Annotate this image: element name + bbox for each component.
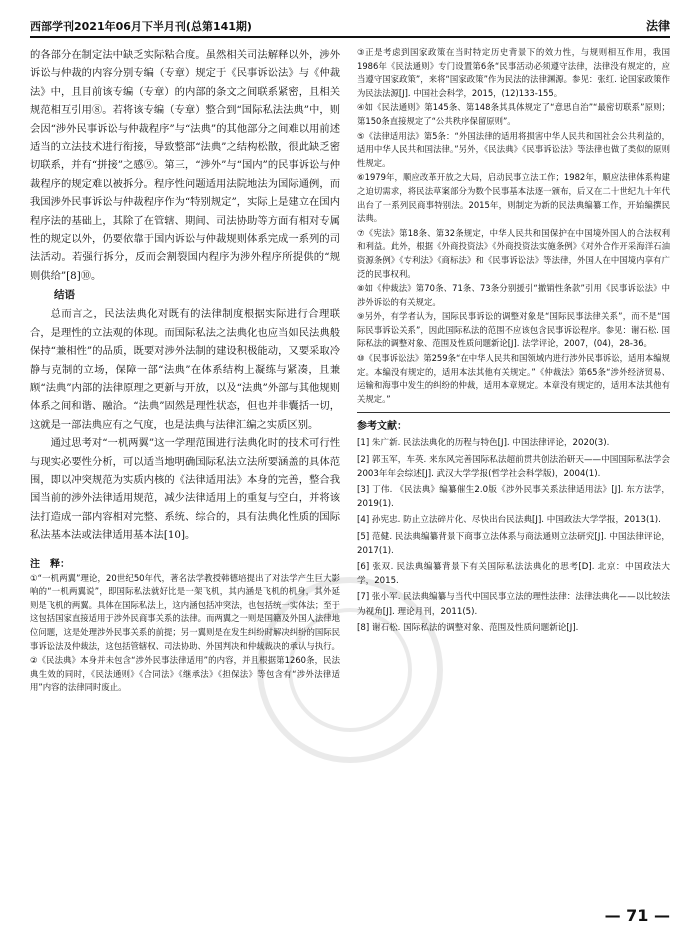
footnote: ⑨另外，有学者认为，国际民事诉讼的调整对象是“国际民事法律关系”，而不是“国际民事诉讼关系”，因此国际私法的范围不应该包含民事诉讼程序。参见：谢石松. 国际私法的调整对象、范围及性质问题新论[J]. 法学评论，2007，(04)，28-36。 bbox=[357, 311, 670, 349]
reference-item: [5] 范健. 民法典编纂背景下商事立法体系与商法通则立法研究[J]. 中国法律评论，2017(1). bbox=[357, 531, 670, 556]
footnote: ⑧如《仲裁法》第70条、71条、73条分别援引“撤销性条款”引用《民事诉讼法》中涉外诉讼的有关规定。 bbox=[357, 283, 670, 307]
divider bbox=[357, 412, 670, 413]
reference-item: [6] 张双. 民法典编纂背景下有关国际私法法典化的思考[D]. 北京：中国政法大学，2015. bbox=[357, 562, 670, 587]
footnote: ⑩《民事诉讼法》第259条“在中华人民共和国领域内进行涉外民事诉讼，适用本编规定。本编没有规定的，适用本法其他有关规定。”《仲裁法》第65条“涉外经济贸易、运输和海事中发生的纠纷的仲裁，适用本章规定。本章没有规定的，适用本法其他有关规定。” bbox=[357, 353, 670, 404]
page-number: — 71 — bbox=[604, 906, 670, 925]
footnote: ①“一机两翼”理论，20世纪50年代，著名法学教授韩德培提出了对法学产生巨大影响的“一机两翼说”，即国际私法就好比是一架飞机，其内涵是飞机的机身，其外延则是飞机的两翼。具体在国际私法上，这内涵包括冲突法，也包括统一实体法；至于这包括国家直接适用于涉外民商事关系的法律。而两翼之一则是国籍及外国人法律地位问题，这是处理涉外民事关系的前提；另一翼则是在发生纠纷时解决纠纷的国际民事诉讼法及仲裁法，这包括管辖权、司法协助、外国判决和仲裁裁决的承认与执行。 bbox=[30, 572, 340, 651]
footnote: ⑥1979年，顺应改革开放之大局，启动民事立法工作；1982年，顺应法律体系构建之迫切需求，将民法草案部分为数个民事基本法逐一颁布，后又在二十世纪九十年代出台了一系列民商事特别法。2015年，则制定为新的民法典编纂工作，开始编撰民法典。 bbox=[357, 172, 670, 224]
right-column bbox=[357, 46, 670, 637]
reference-item: [7] 张小军. 民法典编纂与当代中国民事立法的理性法律：法律法典化——以比较法为视角[J]. 理论月刊，2011(5). bbox=[357, 592, 670, 617]
footnote: ③正是考虑到国家政策在当时特定历史背景下的效力性，与规则相互作用，我国1986年《民法通则》专门设置第6条“民事活动必须遵守法律，法律没有规定的，应当遵守国家政策”，来将“国家政策”作为民法的法律渊源。参见：张红. 论国家政策作为民法法源[J]. 中国社会科学，2015，(12)133-155。 bbox=[357, 47, 670, 98]
section-label: 法律 bbox=[645, 19, 670, 33]
reference-item: [8] 谢石松. 国际私法的调整对象、范围及性质问题新论[J]. bbox=[357, 622, 579, 633]
footnote: ⑦《宪法》第18条、第32条规定，中华人民共和国保护在中国境外国人的合法权利和利益。此外，根据《外商投资法》《外商投资法实施条例》《对外合作开采海洋石油资源条例》《专利法》《商标法》和《民事诉讼法》等法律，外国人在中国境内享有广泛的民事权利。 bbox=[357, 227, 670, 279]
reference-item: [1] 朱广新. 民法法典化的历程与特色[J]. 中国法律评论，2020(3). bbox=[357, 438, 610, 449]
body-paragraph: 通过思考对“一机两翼”这一学理范围进行法典化时的技术可行性与现实必要性分析，可以适当地明确国际私法立法所要涵盖的具体范围，即以冲突规范为实质内核的《法律适用法》本身的完善，整合我国当前的涉外法律适用规范，减少法律适用上的重复与空白，并将该法打造成一部内容相对完整、系统、综合的，具有法典化性质的国际私法基本法或法律适用基本法[10]。 bbox=[30, 437, 340, 542]
reference-item: [4] 孙宪忠. 防止立法碎片化、尽快出台民法典[J]. 中国政法大学学报，2013(1). bbox=[357, 515, 661, 526]
footnote: ⑤《法律适用法》第5条：“外国法律的适用将损害中华人民共和国社会公共利益的，适用中华人民共和国法律。”另外，《民法典》《民事诉讼法》等法律也做了类似的原则性规定。 bbox=[357, 130, 670, 168]
running-header bbox=[30, 16, 670, 38]
journal-title: 西部学刊2021年06月下半月刊(总第141期) bbox=[30, 20, 252, 33]
body-paragraph: 总而言之，民法法典化对既有的法律制度根据实际进行合理联合，是理性的立法观的体现。而国际私法之法典化也应当如民法典般保持“兼相性”的品质，既要对涉外法制的建设积极能动，又要采取冷静与克制的立场，保障一部“法典”在体系结构上凝练与紧凑，且兼顾“法典”内部的法律原理之更新与开放，以及“法典”外部与其他规则体系之间和谐、融洽。“法典”固然是理性状态，但也并非囊括一切，这就是一部法典应有之气度，也是法典与法律汇编之实质区别。 bbox=[30, 308, 340, 431]
reference-item: [2] 郭玉军，车英. 来东风完善国际私法超前贯共创法治研天——中国国际私法学会2003年年会综述[J]. 武汉大学学报(哲学社会科学版)，2004(1). bbox=[357, 454, 670, 479]
body-paragraph: 的各部分在制定法中缺乏实际粘合度。虽然相关司法解释以外，涉外诉讼与仲裁的内容分别专编（专章）规定于《民事诉讼法》与《仲裁法》中，且目前该专编（专章）的内部的条文之间联系紧密，且相关规范相互引用⑧。若将该专编（专章）整合到“国际私法法典”中，则会因“涉外民事诉讼与仲裁程序”与“法典”的其他部分之间难以用前述适当的立法技术进行衔接，导致整部“法典”之结构松散，很此缺乏密切联系，并有“拼接”之感⑨。第三，“涉外”与“国内”的民事诉讼与仲裁程序的规定难以被拆分。程序性问题适用法院地法为国际通例，而我国涉外民事诉讼与仲裁程序作为“特别规定”，实际上是建立在国内程序法的基础上，其除了在管辖、期间、司法协助等方面有相对专属性的规定以外，仍要依靠于国内诉讼与仲裁规则体系完成一系列的司法活动。若强行拆分，反而会割裂国内程序为涉外程序所提供的“规则供给”[8]⑩。 bbox=[30, 49, 340, 282]
conclusion-heading: 结语 bbox=[54, 289, 75, 302]
left-column bbox=[30, 46, 340, 696]
footnote: ④如《民法通则》第145条、第148条其具体规定了“意思自治”“最密切联系”原则；第150条直接规定了“公共秩序保留原则”。 bbox=[357, 102, 670, 126]
footnote: ②《民法典》本身并未包含“涉外民事法律适用”的内容，并且根据第1260条，民法典生效的同时，《民法通则》《合同法》《继承法》《担保法》等包含有“涉外法律适用”内容的法律同时废止。 bbox=[30, 655, 340, 693]
references-title: 参考文献： bbox=[357, 421, 407, 433]
notes-title: 注 释： bbox=[30, 558, 70, 570]
reference-item: [3] 丁伟. 《民法典》编纂催生2.0版《涉外民事关系法律适用法》[J]. 东方法学，2019(1). bbox=[357, 485, 670, 510]
